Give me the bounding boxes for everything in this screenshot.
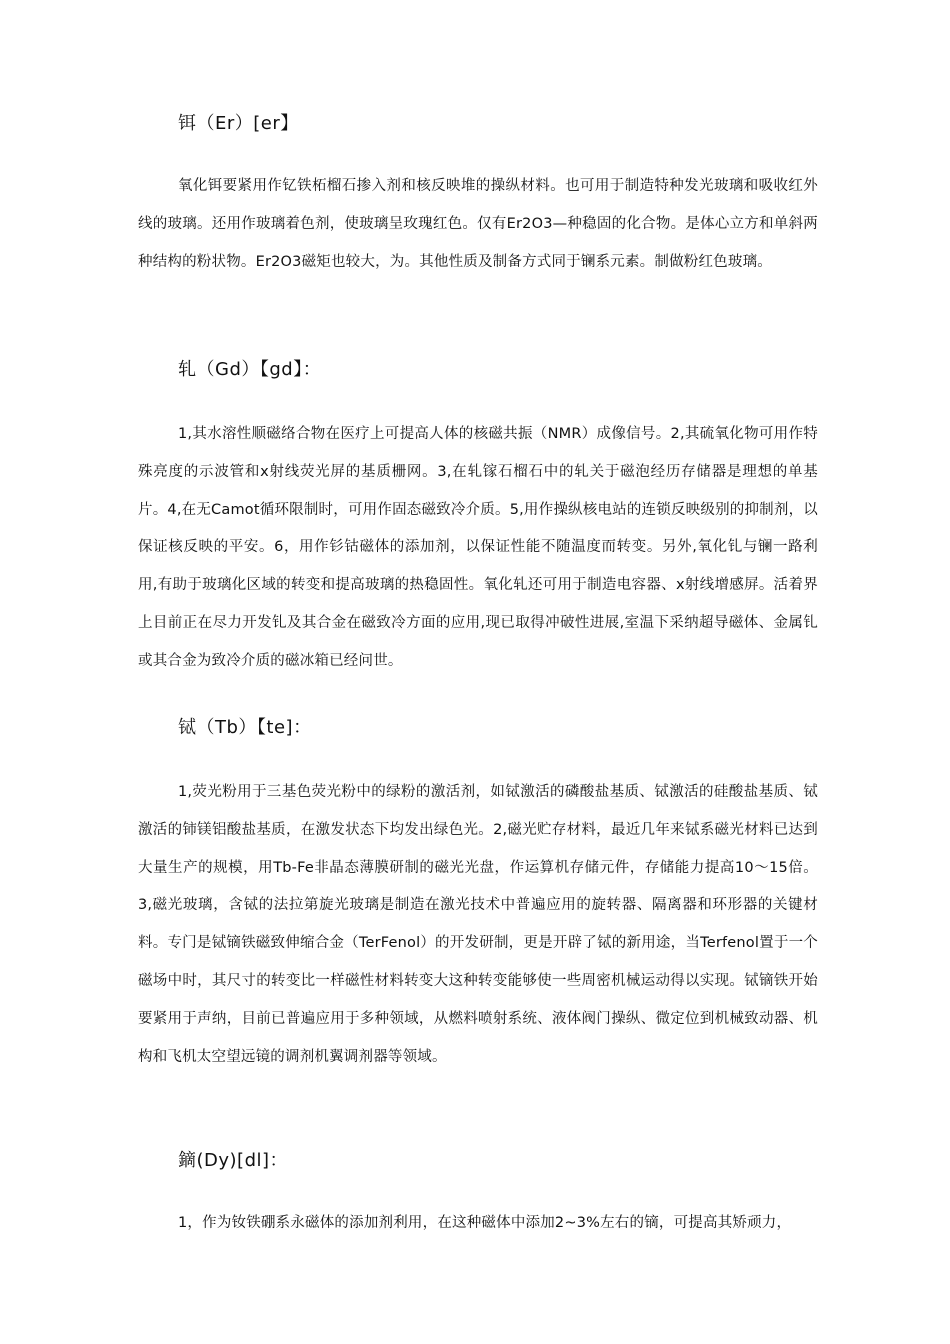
- section-heading-dysprosium: 鏑(Dy)[dl]：: [178, 1150, 289, 1171]
- section-body-gadolinium: 1,其水溶性顺磁络合物在医疗上可提高人体的核磁共振（NMR）成像信号。2,其硫氧化物可用作特殊亮度的示波管和x射线荧光屏的基质栅网。3,在轧镓石榴石中的轧关于磁泡经历存储器是理想的单基片。4,在无Camot循环限制时，可用作固态磁致冷介质。5,用作操纵核电站的连锁反映级别的抑制剂，以保证核反映的平安。6，用作钐钴磁体的添加剂，以保证性能不随温度而转变。另外,氧化钆与镧一路利用,有助于玻璃化区域的转变和提高玻璃的热稳固性。氧化轧还可用于制造电容器、x射线增感屏。活着界上目前正在尽力开发钆及其合金在磁致冷方面的应用,现已取得冲破性进展,室温下采纳超导磁体、金属钆或其合金为致冷介质的磁冰箱已经问世。: [138, 426, 818, 669]
- section-heading-terbium: 铽（Tb）【te]：: [178, 717, 312, 738]
- section-heading-erbium: 铒（Er）[er】: [178, 113, 299, 134]
- section-body-erbium: 氧化铒要紧用作钇铁柘榴石掺入剂和核反映堆的操纵材料。也可用于制造特种发光玻璃和吸收红外线的玻璃。还用作玻璃着色剂，使玻璃呈玫瑰红色。仅有Er2O3—种稳固的化合物。是体心立方和单斜两种结构的粉状物。Er2O3磁矩也较大，为。其他性质及制备方式同于镧系元素。制做粉红色玻璃。: [138, 178, 818, 270]
- section-body-terbium: 1,荧光粉用于三基色荧光粉中的绿粉的激活剂，如铽激活的磷酸盐基质、铽激活的硅酸盐基质、铽激活的铈镁铝酸盐基质，在激发状态下均发出绿色光。2,磁光贮存材料，最近几年来铽系磁光材料已达到大量生产的规模，用Tb-Fe非晶态薄膜研制的磁光光盘，作运算机存储元件，存储能力提高10〜15倍。3,磁光玻璃，含铽的法拉第旋光玻璃是制造在激光技术中普遍应用的旋转器、隔离器和环形器的关键材料。专门是铽镝铁磁致伸缩合金（TerFenol）的开发研制，更是开辟了铽的新用途，当Terfenol置于一个磁场中时，其尺寸的转变比一样磁性材料转变大这种转变能够使一些周密机械运动得以实现。铽镝铁开始要紧用于声纳，目前已普遍应用于多种领域，从燃料喷射系统、液体阀门操纵、微定位到机械致动器、机构和飞机太空望远镜的调剂机翼调剂器等领域。: [138, 784, 818, 1065]
- section-heading-gadolinium: 轧（Gd）【gd】：: [178, 359, 322, 380]
- section-body-dysprosium: 1，作为钕铁硼系永磁体的添加剂利用，在这种磁体中添加2~3%左右的镝，可提高其矫顽力，: [178, 1215, 792, 1231]
